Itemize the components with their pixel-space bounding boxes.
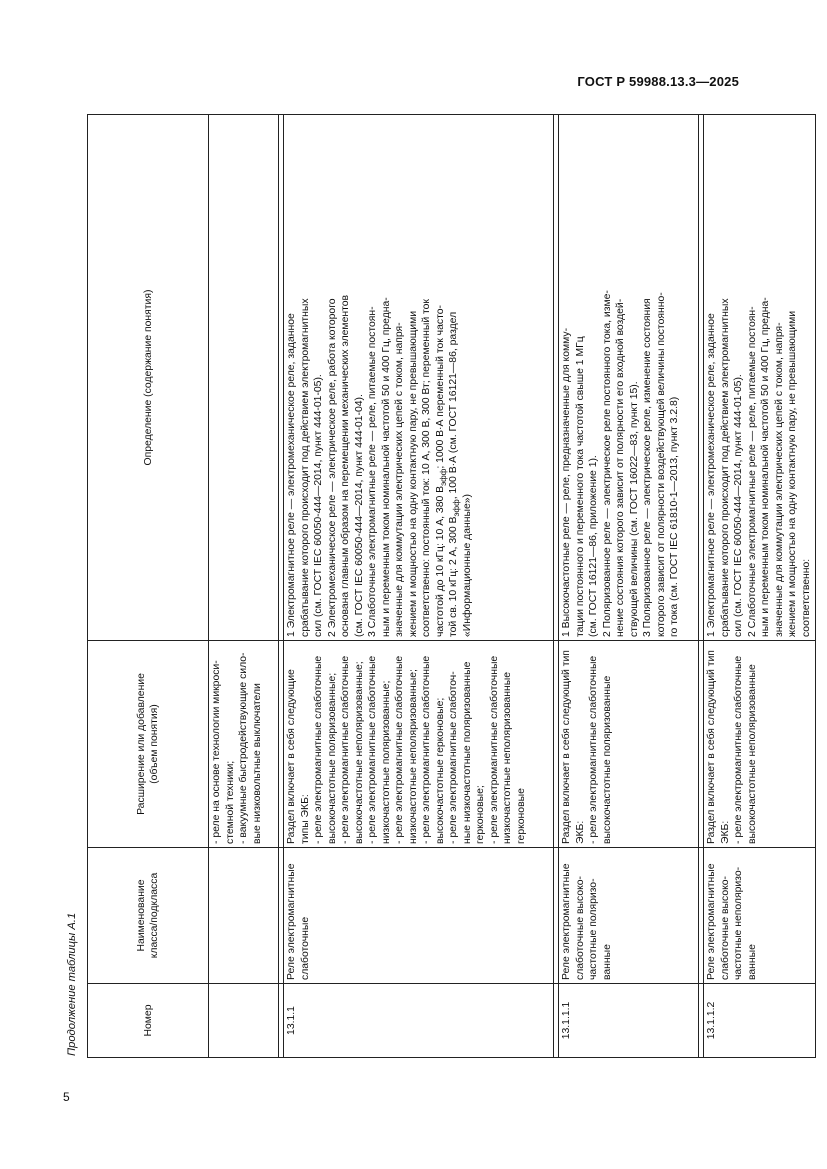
- class-name-line: Реле электромагнитные: [706, 863, 717, 980]
- definition-line: соответственно:: [800, 558, 812, 637]
- table-row: [559, 115, 699, 1058]
- cell-class-name: [284, 848, 554, 984]
- scope-line: высокочастотные герконовые;: [434, 697, 446, 844]
- class-name-line: слаботочные высоко-: [719, 876, 731, 980]
- definition-line: 1 Высокочастотные реле — реле, предназначенные для комму-: [561, 327, 572, 637]
- cell-scope: [559, 641, 699, 848]
- definition-line: жением и мощностью на одну контактную пару, не превышающими: [787, 310, 798, 637]
- table-header-row: [88, 115, 209, 1058]
- definition-text-part: ; 1000 В·А переменный ток часто-: [434, 305, 446, 469]
- definition-line: 3 Поляризованное реле — электрическое реле, изменение состояния: [642, 298, 653, 637]
- definition-line: 2 Электромеханическое реле — электрическое реле, работа которого: [326, 298, 338, 637]
- cell-number: [209, 984, 279, 1058]
- scope-line: низкочастотные поляризованные;: [380, 680, 392, 844]
- cell-scope: [209, 641, 279, 848]
- table-row: [284, 115, 554, 1058]
- scope-line: - реле электромагнитные слаботоч-: [448, 671, 459, 844]
- scope-line: - реле электромагнитные слаботочные: [394, 655, 405, 844]
- scope-line: стемной техники;: [224, 760, 236, 844]
- definition-line: 3 Слаботочные электромагнитные реле — реле, питаемые постоян-: [367, 306, 378, 637]
- subscript-eff: эфф: [452, 499, 462, 517]
- cell-scope: [704, 641, 816, 848]
- class-name-line: Реле электромагнитные: [286, 863, 297, 980]
- definition-line: [447, 118, 461, 637]
- subscript-eff: эфф: [438, 468, 448, 486]
- definition-line: основана главным образом на перемещении механических элементов: [340, 294, 351, 637]
- definition-line: 2 Слаботочные электромагнитные реле — реле, питаемые постоян-: [746, 306, 758, 637]
- definition-line: значенные для коммутации электрических цепей с током, напря-: [394, 322, 405, 637]
- scope-line: Раздел включает в себя следующий тип: [706, 650, 717, 844]
- class-name-line: слаботочные: [299, 916, 311, 980]
- definition-line: 1 Электромагнитное реле — электромеханическое реле, заданное: [286, 313, 297, 637]
- cell-scope: [284, 641, 554, 848]
- scope-line: низкочастотные неполяризованные: [502, 671, 513, 844]
- cell-number: 13.1.1: [284, 984, 554, 1058]
- class-name-line: частотные поляризо-: [588, 878, 599, 980]
- cell-class-name: [559, 848, 699, 984]
- page-number: 5: [63, 1090, 70, 1104]
- definition-text-part: частотой до 10 кГц: 10 А, 380 В: [434, 485, 446, 637]
- cell-definition: [559, 115, 699, 641]
- definition-line: «Информационные данные»): [461, 494, 473, 637]
- class-name-line: слаботочные высоко-: [574, 876, 586, 980]
- definition-line: (см. ГОСТ 16121—86, приложение 1).: [588, 455, 599, 637]
- header-number: Номер: [88, 984, 209, 1058]
- definition-line: (см. ГОСТ IEC 60050-444—2014, пункт 444-01-04).: [353, 394, 365, 637]
- definition-line: ствующей величины (см. ГОСТ 16022—83, пункт 15).: [628, 381, 640, 637]
- scope-line: высокочастотные поляризованные;: [326, 672, 338, 844]
- scope-line: ЭКБ:: [719, 820, 731, 844]
- scope-line: Раздел включает в себя следующий тип: [561, 650, 572, 844]
- scope-line: ЭКБ:: [574, 820, 586, 844]
- header-class-name-line: класса/подкласса: [149, 872, 160, 959]
- scope-line: герконовые: [515, 788, 527, 844]
- definition-line: ным и переменным током номинальной частотой 50 и 400 Гц, предна-: [760, 297, 771, 637]
- scope-line: ные низкочастотные поляризованные: [461, 661, 473, 844]
- definition-line: нение состояния которого зависит от полярности его входной воздей-: [615, 298, 626, 637]
- cell-definition: [704, 115, 816, 641]
- definition-line: жением и мощностью на одну контактную пару, не превышающими: [407, 310, 419, 637]
- definition-line: го тока (см. ГОСТ IEC 61810-1—2013, пункт 3.2.8): [669, 396, 680, 637]
- header-definition: Определение (содержание понятия): [88, 115, 209, 641]
- scope-line: - реле электромагнитные слаботочные: [733, 655, 744, 844]
- definition-line: тации постоянного и переменного тока частотой свыше 1 МГц: [574, 336, 586, 637]
- header-class-name-line: Наименование: [136, 879, 147, 952]
- header-class-name: [88, 848, 209, 984]
- definition-text-part: , 100 В·А (см. ГОСТ 16121—86, раздел: [448, 311, 459, 500]
- class-name-line: ванные: [746, 944, 758, 980]
- cell-definition: [284, 115, 554, 641]
- cell-number: 13.1.1.2: [704, 984, 816, 1058]
- scope-line: герконовые;: [475, 785, 486, 844]
- definition-text-part: той св. 10 кГц: 2 А, 300 В: [448, 516, 459, 637]
- table-row: [704, 115, 816, 1058]
- definition-line: 1 Электромагнитное реле — электромеханическое реле, заданное: [706, 313, 717, 637]
- definition-line: сил (см. ГОСТ IEC 60050-444—2014, пункт 444-01-05).: [733, 374, 744, 637]
- definition-line: 2 Поляризованное реле — электрическое реле постоянного тока, изме-: [601, 290, 613, 637]
- definition-line: срабатывание которого происходит под действием электромагнитных: [719, 298, 731, 637]
- scope-line: - реле электромагнитные слаботочные: [367, 655, 378, 844]
- header-scope-line: (объем понятия): [149, 704, 160, 784]
- scope-line: - реле электромагнитные слаботочные: [421, 655, 432, 844]
- definition-line: которого зависит от полярности воздействующей величины постоянно-: [655, 292, 667, 637]
- scope-line: типы ЭКБ:: [299, 794, 311, 844]
- document-standard-id: ГОСТ Р 59988.13.3—2025: [577, 74, 739, 89]
- definition-line: [434, 118, 448, 637]
- class-name-line: Реле электромагнитные: [561, 863, 572, 980]
- scope-line: - вакуумные быстродействующие сило-: [238, 652, 249, 844]
- header-scope: [88, 641, 209, 848]
- scope-line: вые низковольтные выключатели: [251, 683, 263, 844]
- scope-line: низкочастотные неполяризованные;: [407, 669, 419, 844]
- header-scope-line: Расширение или добавление: [136, 673, 147, 815]
- cell-number: 13.1.1.1: [559, 984, 699, 1058]
- scope-line: - реле электромагнитные слаботочные: [488, 655, 500, 844]
- class-name-line: ванные: [601, 944, 613, 980]
- definition-line: сил (см. ГОСТ IEC 60050-444—2014, пункт 444-01-05).: [313, 374, 324, 637]
- cell-class-name: [704, 848, 816, 984]
- scope-line: Раздел включает в себя следующие: [286, 669, 297, 844]
- scope-line: высокочастотные поляризованные: [601, 675, 613, 844]
- scope-line: высокочастотные неполяризованные;: [353, 661, 365, 844]
- definition-line: срабатывание которого происходит под действием электромагнитных: [299, 298, 311, 637]
- cell-class-name: [209, 848, 279, 984]
- scope-line: высокочастотные неполяризованные: [746, 664, 758, 844]
- definition-line: ным и переменным током номинальной частотой 50 и 400 Гц, предна-: [380, 297, 392, 637]
- rotated-table-area: [63, 100, 816, 1058]
- scope-line: - реле на основе технологии микроси-: [211, 660, 222, 844]
- classification-table: [87, 114, 816, 1058]
- scope-line: - реле электромагнитные слаботочные: [340, 655, 351, 844]
- table-row: [209, 115, 279, 1058]
- scope-line: - реле электромагнитные слаботочные: [313, 655, 324, 844]
- cell-definition: [209, 115, 279, 641]
- definition-line: соответственно: постоянный ток: 10 А, 300 В, 300 Вт; переменный ток: [421, 299, 432, 637]
- table-caption: Продолжение таблицы А.1: [66, 912, 78, 1056]
- definition-line: значенные для коммутации электрических цепей с током, напря-: [773, 322, 785, 637]
- class-name-line: частотные неполяризо-: [733, 866, 744, 980]
- scope-line: - реле электромагнитные слаботочные: [588, 655, 599, 844]
